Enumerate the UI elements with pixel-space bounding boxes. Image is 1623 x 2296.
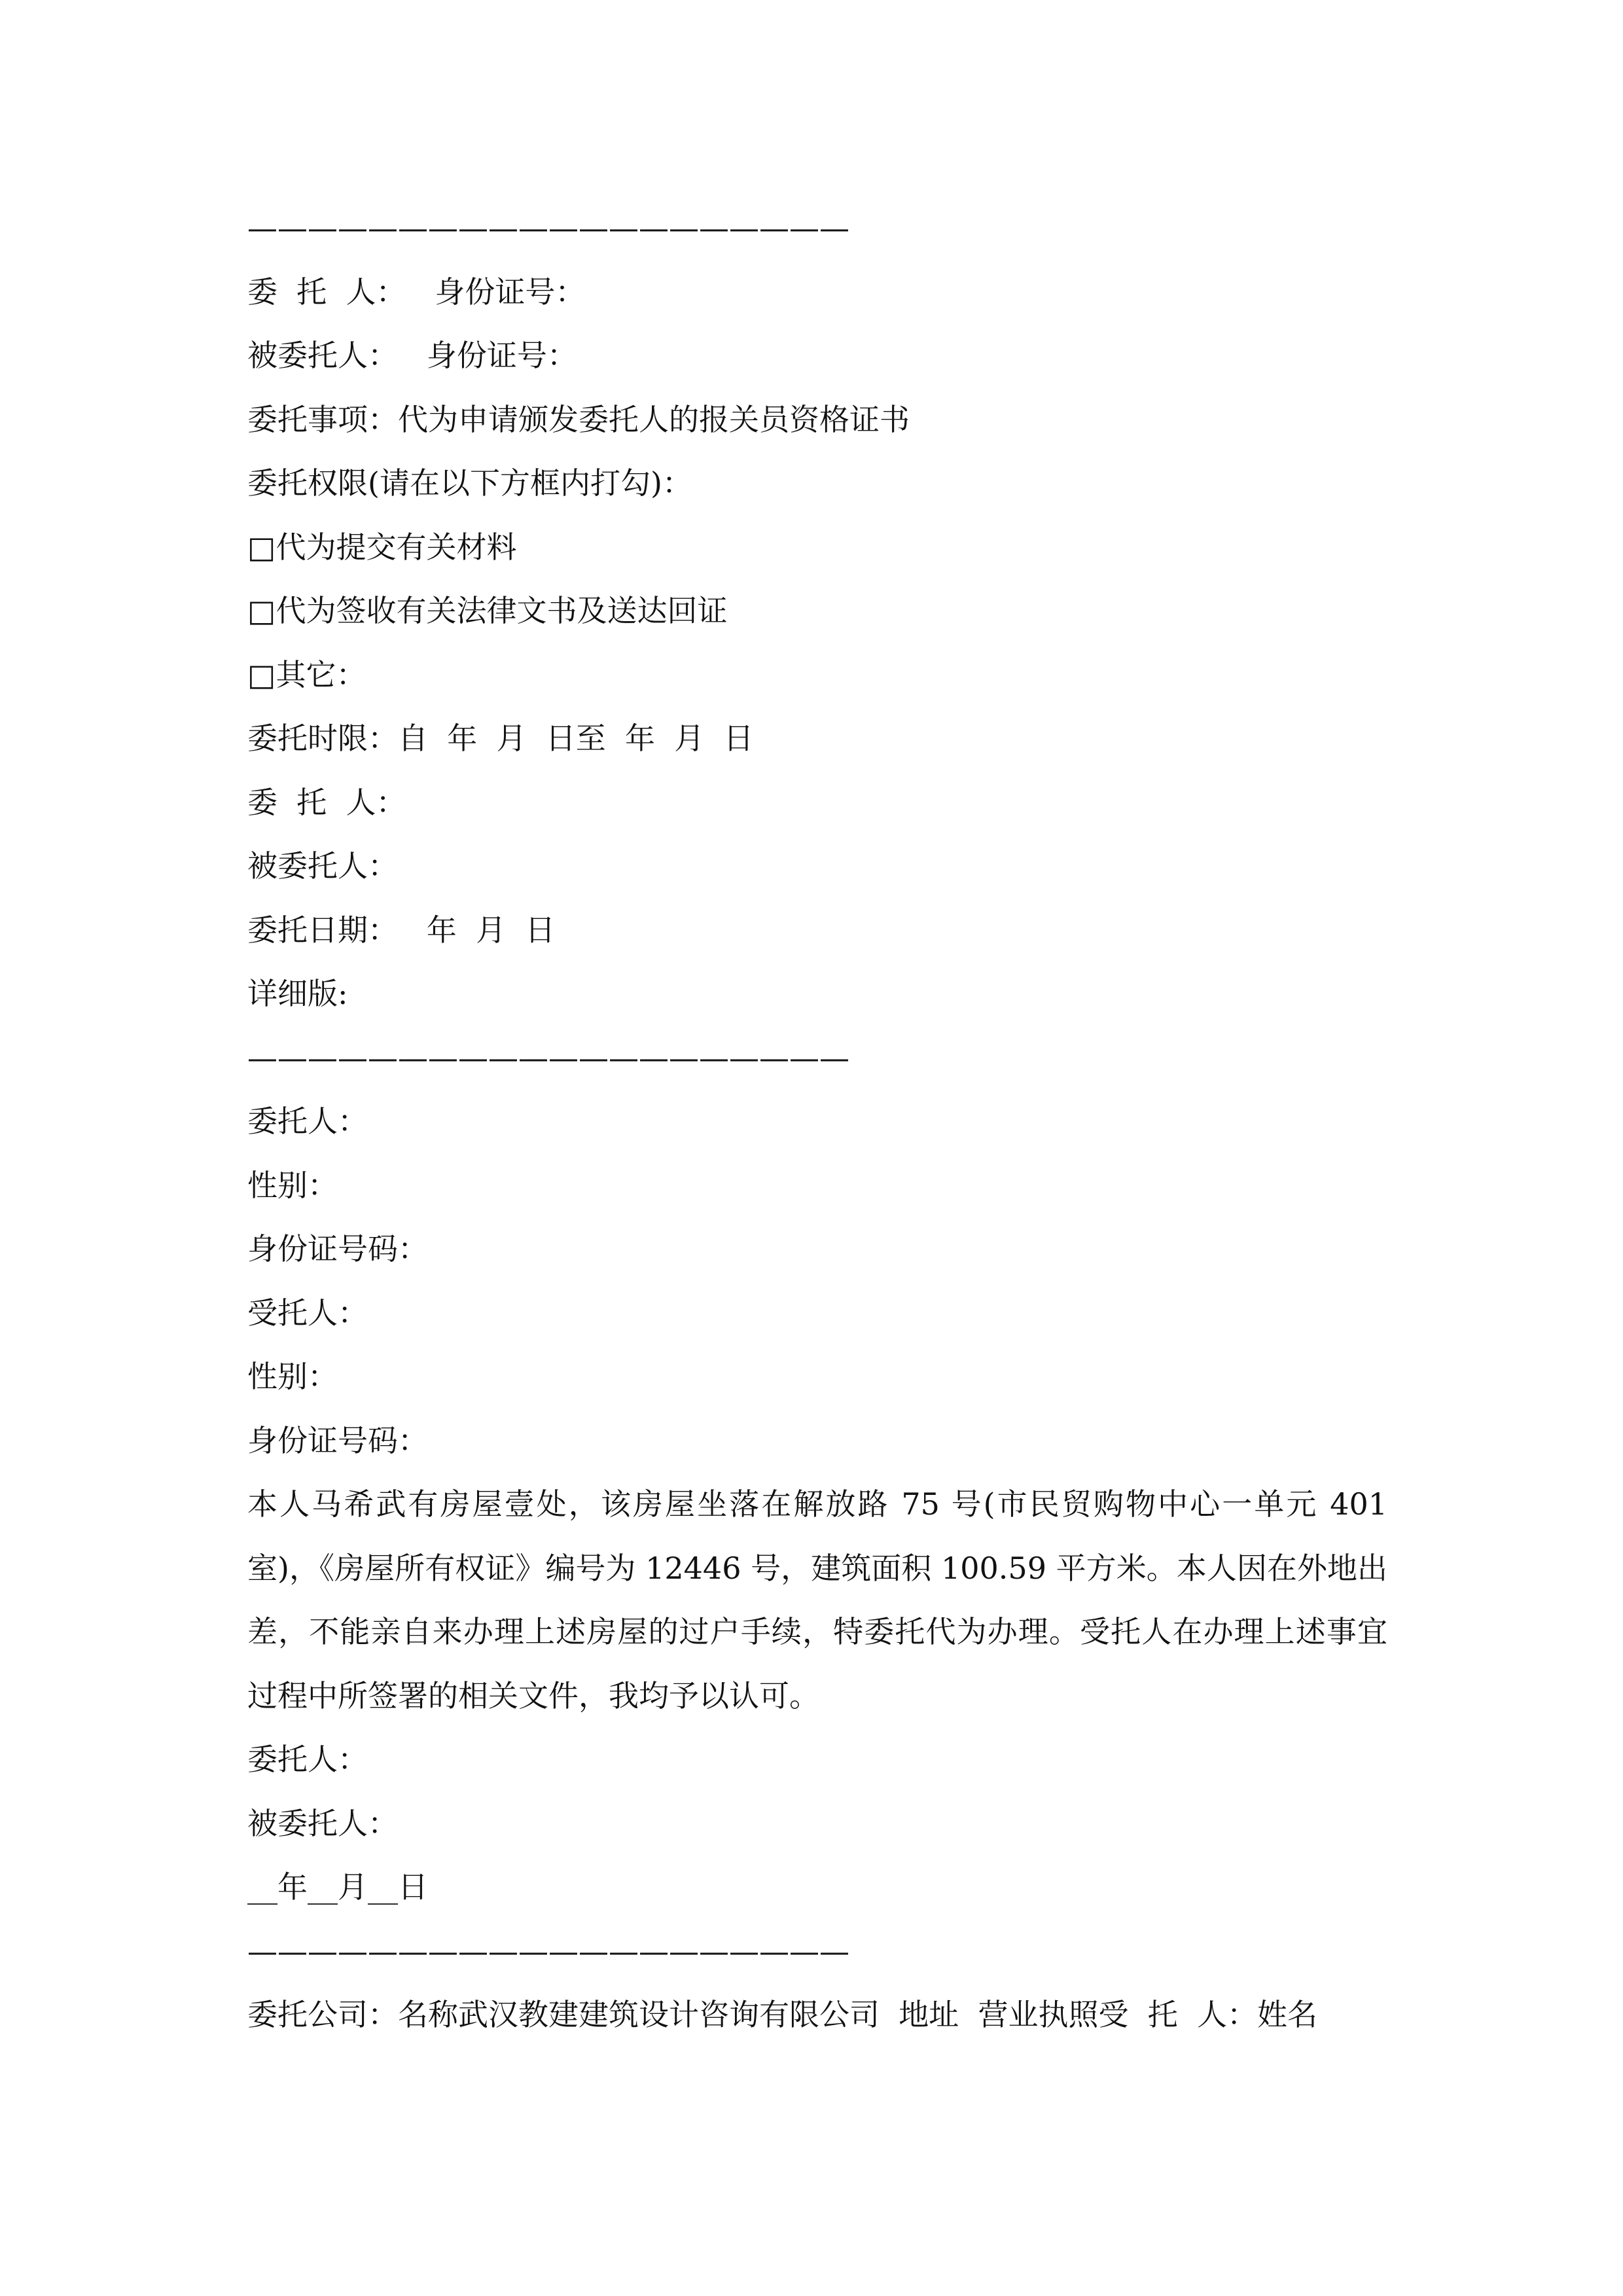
- detailed-version-label: 详细版:: [247, 976, 348, 1011]
- term-line: 委托时限：自 年 月 日至 年 月 日: [247, 721, 754, 756]
- trustee-label: 受托人：: [247, 1295, 368, 1331]
- checkbox-item-sign: □代为签收有关法律文书及送达回证: [247, 593, 728, 628]
- separator-line: ————————————————————: [247, 1933, 849, 1969]
- matter-line: 委托事项：代为申请颁发委托人的报关员资格证书: [247, 401, 910, 437]
- trustee-id-label: 身份证号码：: [247, 1422, 428, 1458]
- checkbox-item-submit: □代为提交有关材料: [247, 529, 517, 565]
- company-line: 委托公司：名称武汉教建建筑设计咨询有限公司 地址 营业执照受 托 人：姓名: [247, 1997, 1317, 2032]
- trustee-gender-label: 性别：: [247, 1359, 338, 1394]
- checkbox-item-other: □其它：: [247, 656, 366, 692]
- principal-id-label: 身份证号码：: [247, 1231, 428, 1266]
- agent-sign-line: 被委托人：: [247, 1805, 398, 1841]
- date-line: 委托日期： 年 月 日: [247, 912, 556, 948]
- principal-sign-line: 委托人：: [247, 1742, 368, 1777]
- separator-line: ————————————————————: [247, 1039, 849, 1075]
- authority-heading: 委托权限(请在以下方框内打勾)：: [247, 465, 692, 501]
- principal-label: 委托人：: [247, 1103, 368, 1139]
- statement-paragraph: 本人马希武有房屋壹处，该房屋坐落在解放路 75 号(市民贸购物中心一单元 401 室)，《房屋所有权证》编号为 12446 号，建筑面积 100.59 平方米。本人因在外地出差，不能亲自来办理上述房屋的过户手续，特委托代为办理。受托人在办理上述事宜过程中所签署的相关文件，我均予以认可。: [247, 1486, 1387, 1713]
- agent-id-line: 被委托人： 身份证号：: [247, 338, 577, 373]
- principal-sign-line: 委 托 人：: [247, 784, 406, 820]
- document-body: [247, 196, 1387, 2047]
- agent-sign-line: 被委托人：: [247, 848, 398, 884]
- principal-gender-label: 性别：: [247, 1167, 338, 1203]
- date-blank-line: __年__月__日: [247, 1869, 428, 1905]
- separator-line: ————————————————————: [247, 210, 849, 245]
- principal-id-line: 委 托 人： 身份证号：: [247, 274, 586, 310]
